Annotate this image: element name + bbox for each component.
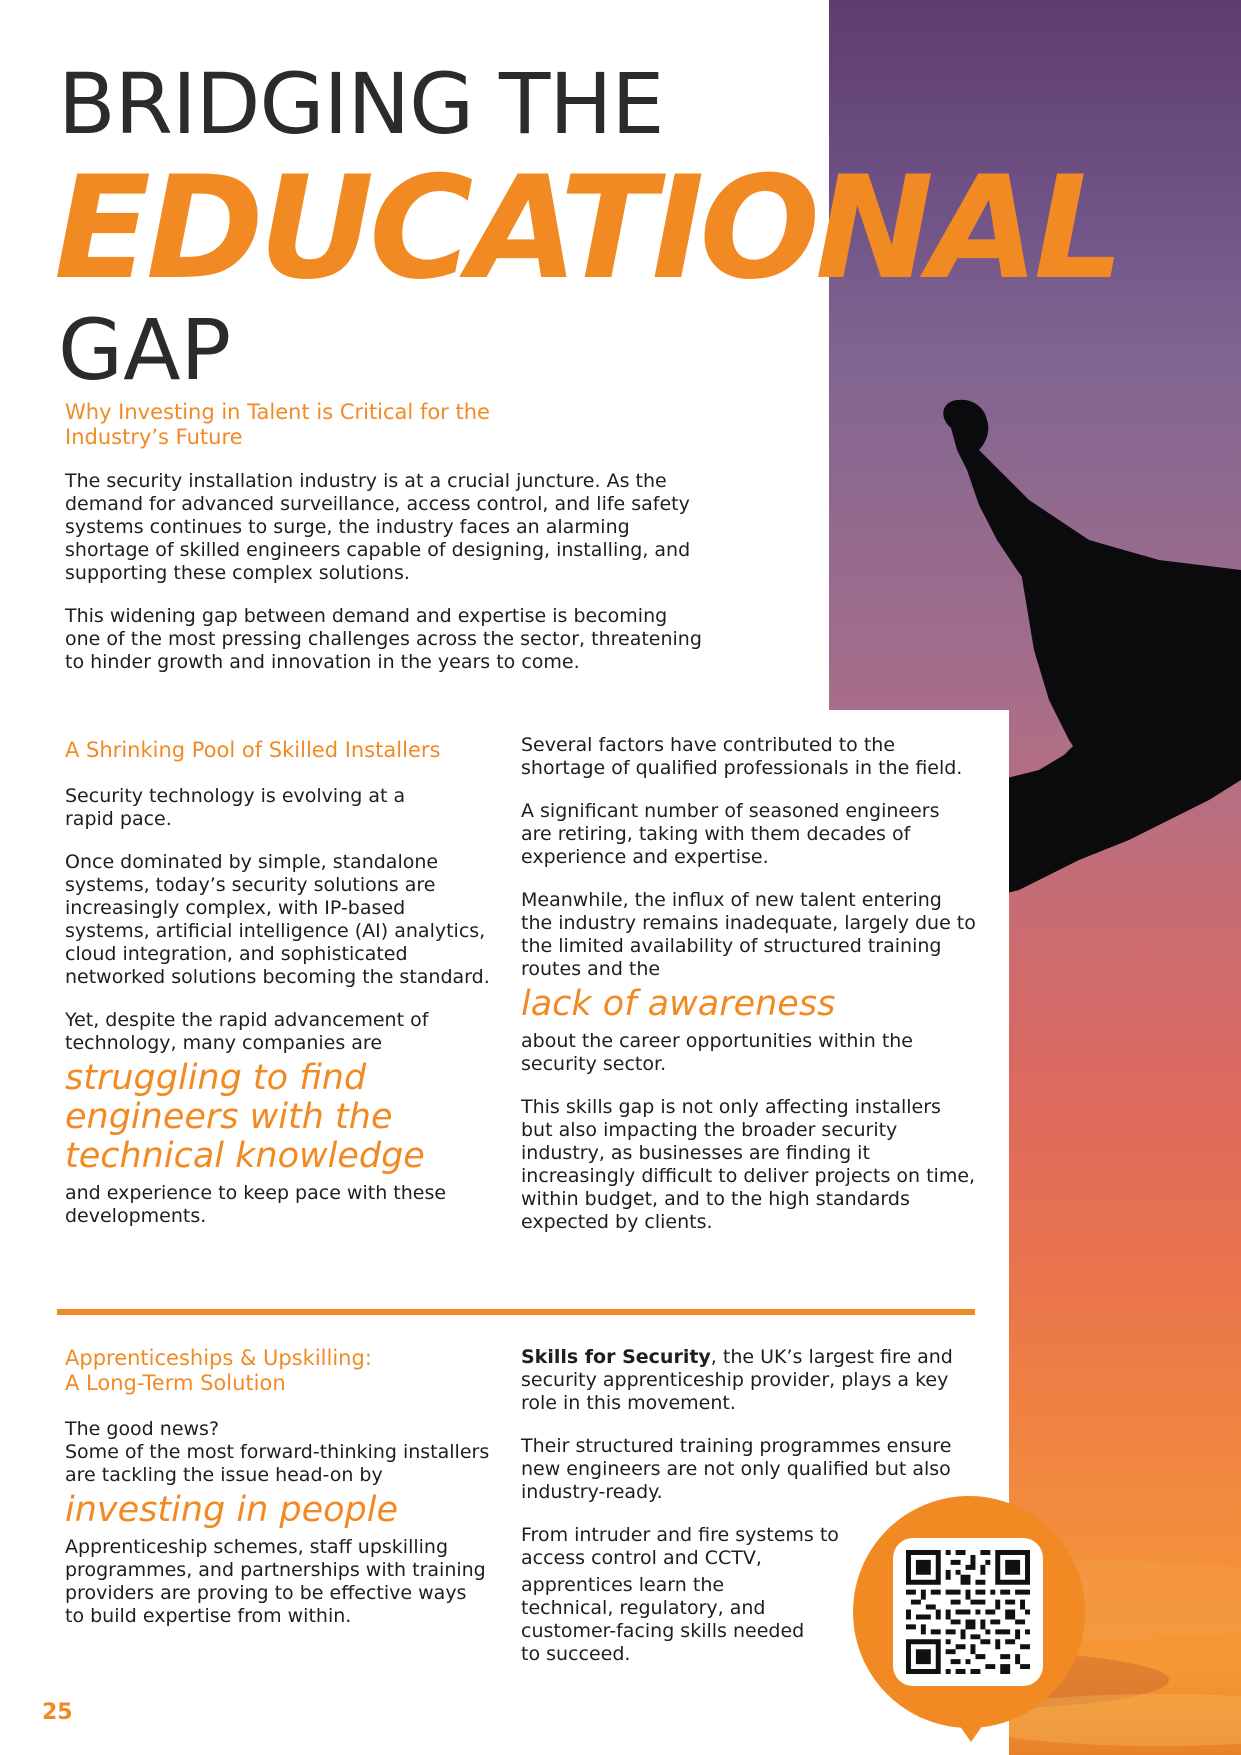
shrinking-paragraph-3: Yet, despite the rapid advancement of technology, many companies are [65, 1009, 429, 1054]
skills-paragraph-1-text: , the UK’s largest fire and security apprenticeship provider, plays a key role in this movement. [521, 1346, 953, 1414]
title-line-3: GAP [58, 301, 232, 399]
intro-subtitle: Why Investing in Talent is Critical for the Industry’s Future [65, 400, 490, 449]
apprenticeships-paragraph-2: Apprenticeship schemes, staff upskilling programmes, and partnerships with training providers are proving to be effective ways to build expertise from within. [65, 1536, 486, 1627]
skills-paragraph-1 [521, 1346, 976, 1415]
factors-section [521, 734, 976, 1234]
apprenticeships-subtitle-line-2: A Long-Term Solution [65, 1371, 286, 1395]
skills-brand-name: Skills for Security [521, 1346, 711, 1368]
apprenticeships-pull-quote: investing in people [65, 1490, 399, 1530]
factors-paragraph-5: This skills gap is not only affecting installers but also impacting the broader security industry, as businesses are finding it increasingly difficult to deliver projects on time, within budget, and to the high standards expected by clients. [521, 1096, 976, 1233]
factors-pull-quote: lack of awareness [521, 984, 836, 1024]
qr-code-icon[interactable] [905, 1550, 1031, 1674]
factors-paragraph-2: A significant number of seasoned engineers are retiring, taking with them decades of experience and expertise. [521, 800, 940, 868]
apprenticeships-paragraph-1-line-2: Some of the most forward-thinking installers are tackling the issue head-on by [65, 1441, 490, 1486]
apprenticeships-subtitle-line-1: Apprenticeships & Upskilling: [65, 1346, 372, 1370]
section-divider [57, 1309, 975, 1315]
title-line-2: EDUCATIONAL [54, 146, 1120, 311]
apprenticeships-section [65, 1346, 490, 1628]
qr-code-bubble[interactable] [853, 1496, 1085, 1728]
shrinking-subtitle: A Shrinking Pool of Skilled Installers [65, 738, 441, 762]
title-line-1: BRIDGING THE [58, 55, 664, 153]
intro-paragraph-2: This widening gap between demand and expertise is becoming one of the most pressing challenges across the sector, threatening to hinder growth and innovation in the years to come. [65, 605, 702, 673]
factors-paragraph-3: Meanwhile, the influx of new talent entering the industry remains inadequate, largely due to the limited availability of structured training routes and the [521, 889, 976, 980]
apprenticeships-paragraph-1-line-1: The good news? [65, 1418, 220, 1440]
skills-paragraph-4: apprentices learn the technical, regulatory, and customer-facing skills needed to succeed. [521, 1574, 805, 1665]
shrinking-section [65, 738, 490, 1228]
intro-paragraph-1: The security installation industry is at a crucial juncture. As the demand for advanced surveillance, access control, and life safety systems continues to surge, the industry faces an alarming shortage of skilled engineers capable of designing, installing, and supporting these complex solutions. [65, 470, 691, 584]
page-number: 25 [42, 1700, 73, 1725]
skills-paragraph-3: From intruder and fire systems to access control and CCTV, [521, 1524, 839, 1569]
factors-paragraph-4: about the career opportunities within the security sector. [521, 1030, 913, 1075]
skills-paragraph-2: Their structured training programmes ensure new engineers are not only qualified but also industry-ready. [521, 1435, 952, 1503]
factors-paragraph-1: Several factors have contributed to the shortage of qualified professionals in the field. [521, 734, 963, 779]
shrinking-pull-quote: struggling to find engineers with the technical knowledge [65, 1058, 425, 1176]
shrinking-paragraph-4: and experience to keep pace with these developments. [65, 1182, 447, 1227]
shrinking-paragraph-1: Security technology is evolving at a rapid pace. [65, 785, 406, 830]
shrinking-paragraph-2: Once dominated by simple, standalone systems, today’s security solutions are increasingly complex, with IP-based systems, artificial intelligence (AI) analytics, cloud integration, and sophisticated networked solutions becoming the standard. [65, 851, 490, 988]
qr-code-card[interactable] [893, 1538, 1043, 1686]
intro-section [65, 400, 705, 674]
